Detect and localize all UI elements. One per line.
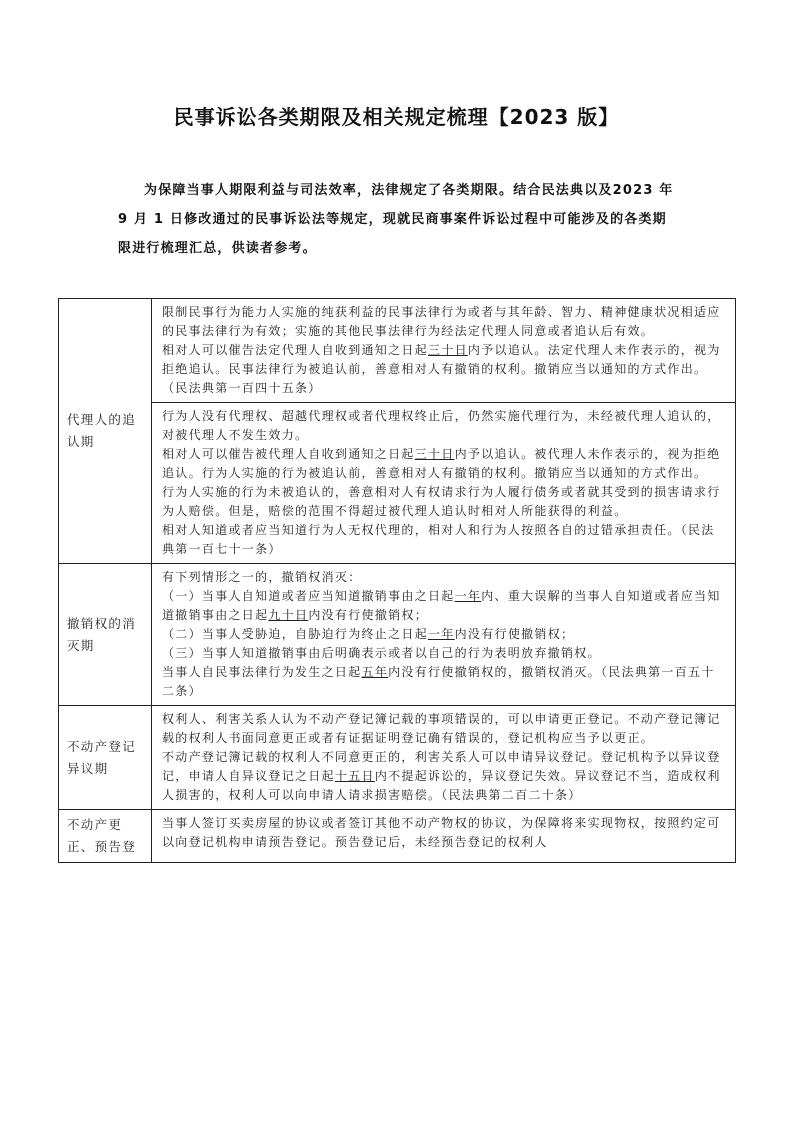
provision-paragraph	[162, 303, 727, 341]
provision-paragraph	[162, 710, 727, 748]
provision-paragraph	[162, 445, 727, 483]
provision-text: 内没有行使撤销权；	[308, 608, 429, 622]
time-limit-highlight: 三十日	[414, 447, 455, 461]
provision-text: 当事人签订买卖房屋的协议或者签订其他不动产物权的协议，为保障将来实现物权，按照约定可以向登记机构申请预告登记。预告登记后，未经预告登记的权利人	[162, 816, 721, 849]
provision-text: 内、重大误解的当事人自知道或者应当知道撤销事由之日起	[162, 589, 721, 622]
table-row	[59, 299, 736, 403]
provision-text: （二）当事人受胁迫，自胁迫行为终止之日起	[162, 627, 429, 641]
provision-paragraph	[162, 407, 727, 445]
provision-text: 相对人知道或者应当知道行为人无权代理的，相对人和行为人按照各自的过错承担责任。（民法典第一百七十一条）	[162, 523, 715, 556]
provision-text: 不动产登记簿记载的权利人不同意更正的，利害关系人可以申请异议登记。登记机构予以异议登记，申请人自异议登记之日起	[162, 750, 721, 783]
provision-text: 内予以追认。被代理人未作表示的，视为拒绝追认。行为人实施的行为被追认前，善意相对人有撤销的权利。撤销应当以通知的方式作出。	[162, 447, 721, 480]
provision-text: 内没有行使撤销权；	[454, 627, 575, 641]
period-label: 不动产更正、预告登	[59, 810, 152, 863]
provision-cell	[152, 564, 736, 706]
table-row	[59, 403, 736, 564]
time-limit-highlight: 五年	[361, 665, 389, 679]
time-limit-highlight: 三十日	[428, 343, 468, 357]
table-row	[59, 706, 736, 810]
provision-paragraph	[162, 483, 727, 521]
provision-text: 权利人、利害关系人认为不动产登记簿记载的事项错误的，可以申请更正登记。不动产登记簿记载的权利人书面同意更正或者有证据证明登记确有错误的，登记机构应当予以更正。	[162, 712, 721, 745]
time-limit-highlight: 九十日	[268, 608, 309, 622]
time-limit-highlight: 十五日	[334, 769, 375, 783]
provision-text: （一）当事人自知道或者应当知道撤销事由之日起	[162, 589, 455, 603]
provision-paragraph	[162, 568, 727, 587]
time-limit-highlight: 一年	[428, 627, 455, 641]
provision-text: 内予以追认。法定代理人未作表示的，视为拒绝追认。民事法律行为被追认前，善意相对人有撤销的权利。撤销应当以通知的方式作出。（民法典第一百四十五条）	[162, 343, 721, 395]
provision-text: 相对人可以催告被代理人自收到通知之日起	[162, 447, 415, 461]
provision-text: 行为人实施的行为未被追认的，善意相对人有权请求行为人履行债务或者就其受到的损害请求行为人赔偿。但是，赔偿的范围不得超过被代理人追认时相对人所能获得的利益。	[162, 485, 721, 518]
provision-text: 当事人自民事法律行为发生之日起	[162, 665, 362, 679]
provision-paragraph	[162, 625, 727, 644]
provision-paragraph	[162, 814, 727, 852]
period-label: 代理人的追认期	[59, 299, 152, 564]
provision-paragraph	[162, 521, 727, 559]
table-row	[59, 810, 736, 863]
provision-cell	[152, 403, 736, 564]
provision-text: 有下列情形之一的，撤销权消灭：	[162, 570, 362, 584]
provision-text: 相对人可以催告法定代理人自收到通知之日起	[162, 343, 429, 357]
intro-text: 为保障当事人期限利益与司法效率，法律规定了各类期限。结合民法典以及2023 年 9 月 1 日修改通过的民事诉讼法等规定，现就民商事案件诉讼过程中可能涉及的各类期限进行梳理汇总，供读者参考。	[118, 183, 674, 256]
provision-paragraph	[162, 663, 727, 701]
table-row	[59, 564, 736, 706]
intro-paragraph	[118, 176, 678, 263]
provision-cell	[152, 706, 736, 810]
provision-cell	[152, 810, 736, 863]
provision-text: 内不提起诉讼的，异议登记失效。异议登记不当，造成权利人损害的，权利人可以向申请人请求损害赔偿。（民法典第二百二十条）	[162, 769, 721, 802]
period-label: 不动产登记异议期	[59, 706, 152, 810]
provision-text: 行为人没有代理权、超越代理权或者代理权终止后，仍然实施代理行为，未经被代理人追认的，对被代理人不发生效力。	[162, 409, 721, 442]
time-limit-highlight: 一年	[454, 589, 482, 603]
provision-text: 内没有行使撤销权的，撤销权消灭。（民法典第一百五十二条）	[162, 665, 715, 698]
period-label: 撤销权的消灭期	[59, 564, 152, 706]
provision-text: （三）当事人知道撤销事由后明确表示或者以自己的行为表明放弃撤销权。	[162, 646, 601, 660]
provision-paragraph	[162, 644, 727, 663]
provision-paragraph	[162, 587, 727, 625]
provision-paragraph	[162, 748, 727, 805]
document-title: 民事诉讼各类期限及相关规定梳理【2023 版】	[173, 105, 620, 129]
limits-table	[58, 298, 736, 863]
provision-paragraph	[162, 341, 727, 398]
provision-cell	[152, 299, 736, 403]
provision-text: 限制民事行为能力人实施的纯获利益的民事法律行为或者与其年龄、智力、精神健康状况相适应的民事法律行为有效；实施的其他民事法律行为经法定代理人同意或者追认后有效。	[162, 305, 721, 338]
